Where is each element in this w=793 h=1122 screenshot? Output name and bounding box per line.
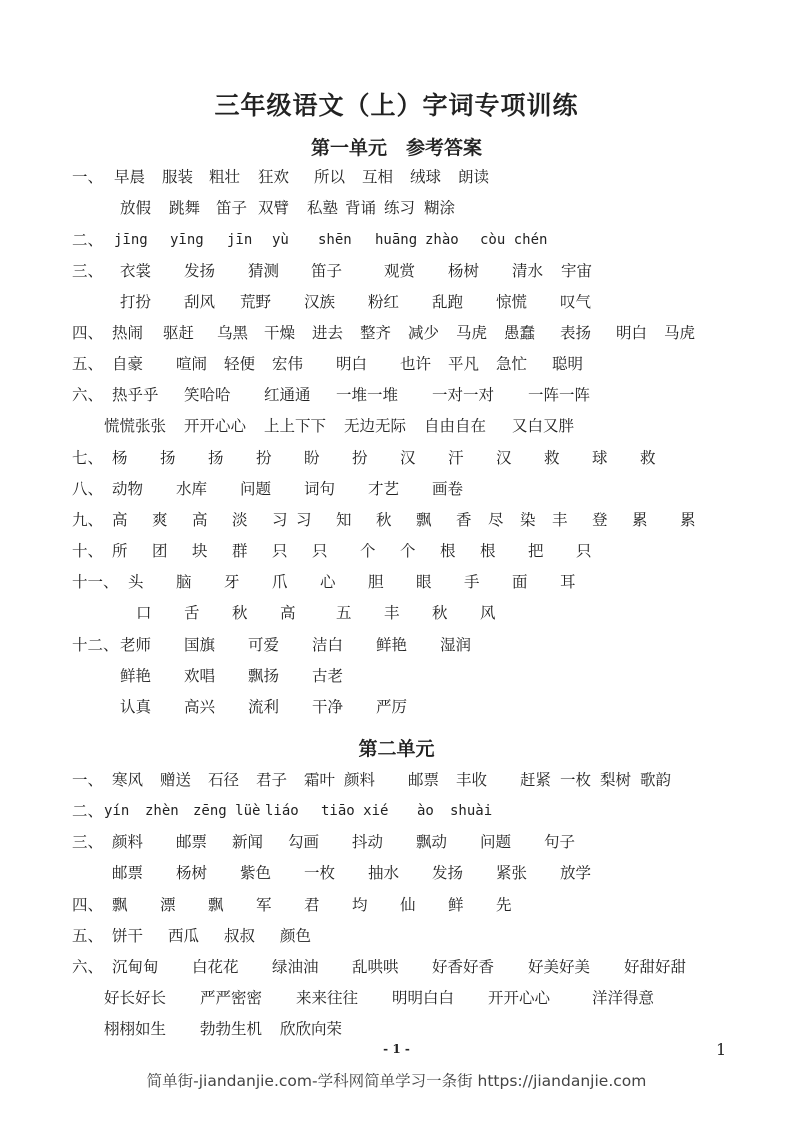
answer-item: 流利 [248, 698, 280, 716]
answer-item: 块 [192, 542, 208, 560]
answer-item: 热乎乎 [112, 386, 159, 404]
answer-item: 好长好长 [104, 989, 167, 1007]
answer-item: 扬 [160, 449, 176, 467]
answer-line [0, 799, 793, 823]
answer-item: 邮票 [112, 864, 144, 882]
answer-item: 个 [360, 542, 376, 560]
answer-item: 习 [272, 511, 288, 529]
answer-item: 干燥 [264, 324, 296, 342]
answer-item: 洋洋得意 [592, 989, 655, 1007]
answer-item: 君 [304, 896, 320, 914]
answer-item: zēng lüè [193, 803, 261, 819]
answer-item: 高兴 [184, 698, 216, 716]
answer-item: 发扬 [432, 864, 464, 882]
answer-line [0, 570, 793, 594]
answer-item: 邮票 [408, 771, 440, 789]
answer-item: 句子 [544, 833, 576, 851]
answer-item: 一枚 [560, 771, 592, 789]
answer-item: 杨树 [448, 262, 480, 280]
answer-item: 歌韵 [640, 771, 672, 789]
answer-item: yīng [170, 232, 204, 248]
answer-item: ào [417, 803, 434, 819]
answer-item: yín [104, 803, 130, 819]
answer-item: 个 [400, 542, 416, 560]
answer-item: 粗壮 [209, 168, 241, 186]
answer-item: 尽 [488, 511, 504, 529]
question-number: 十一、 [72, 573, 119, 591]
answer-line [0, 664, 793, 688]
answer-item: shēn [318, 232, 352, 248]
question-number: 五、 [72, 927, 104, 945]
answer-line [0, 165, 793, 189]
answer-line [0, 446, 793, 470]
answer-line [0, 539, 793, 563]
answer-item: 双臂 [258, 199, 290, 217]
answer-line [0, 893, 793, 917]
answer-item: 扮 [256, 449, 272, 467]
answer-item: 抽水 [368, 864, 400, 882]
answer-item: 自由自在 [424, 417, 487, 435]
answer-item: 表扬 [560, 324, 592, 342]
answer-item: 寒风 [112, 771, 144, 789]
answer-item: 只 [576, 542, 592, 560]
answer-item: 仙 [400, 896, 416, 914]
answer-item: 眼 [416, 573, 432, 591]
answer-line [0, 414, 793, 438]
answer-item: 勾画 [288, 833, 320, 851]
answer-item: 欣欣向荣 [280, 1020, 343, 1038]
answer-item: 猜测 [248, 262, 280, 280]
answer-item: 紫色 [240, 864, 272, 882]
answer-item: 笑哈哈 [184, 386, 231, 404]
answer-item: 认真 [120, 698, 152, 716]
answer-item: 互相 [362, 168, 394, 186]
answer-item: 秋 [376, 511, 392, 529]
answer-item: 无边无际 [344, 417, 407, 435]
answer-item: 乱跑 [432, 293, 464, 311]
question-number: 一、 [72, 771, 104, 789]
answer-item: 乱哄哄 [352, 958, 399, 976]
unit1-heading: 第一单元 参考答案 [310, 137, 482, 159]
answer-item: 画卷 [432, 480, 464, 498]
answer-item: 明白 [616, 324, 648, 342]
answer-item: 口 [136, 604, 152, 622]
answer-item: 赠送 [160, 771, 192, 789]
answer-item: 一枚 [304, 864, 336, 882]
answer-item: 丰 [384, 604, 400, 622]
answer-item: 粉红 [368, 293, 400, 311]
answer-item: 登 [592, 511, 608, 529]
answer-item: 沉甸甸 [112, 958, 159, 976]
answer-line [0, 601, 793, 625]
answer-item: 荒野 [240, 293, 272, 311]
answer-item: 来来往往 [296, 989, 359, 1007]
answer-item: 汗 [448, 449, 464, 467]
answer-line [0, 830, 793, 854]
answer-item: 飘 [416, 511, 432, 529]
answer-item: 风 [480, 604, 496, 622]
answer-item: 愚蠢 [504, 324, 536, 342]
answer-item: 只 [312, 542, 328, 560]
answer-item: 老师 [120, 636, 152, 654]
answer-item: 严厉 [376, 698, 408, 716]
answer-item: 明明白白 [392, 989, 455, 1007]
answer-line [0, 321, 793, 345]
answer-item: 盼 [304, 449, 320, 467]
answer-item: 好甜好甜 [624, 958, 687, 976]
answer-item: 叹气 [560, 293, 592, 311]
answer-item: 鲜艳 [376, 636, 408, 654]
answer-item: 动物 [112, 480, 144, 498]
answer-item: zhèn [145, 803, 179, 819]
answer-item: 邮票 [176, 833, 208, 851]
question-number: 四、 [72, 896, 104, 914]
answer-item: 轻便 [224, 355, 256, 373]
answer-item: 衣裳 [120, 262, 152, 280]
answer-item: 驱赶 [163, 324, 195, 342]
document-title: 三年级语文（上）字词专项训练 [214, 91, 579, 120]
answer-item: 石径 [208, 771, 240, 789]
answer-item: 杨 [112, 449, 128, 467]
answer-item: 面 [512, 573, 528, 591]
answer-line [0, 259, 793, 283]
answer-item: 丰收 [456, 771, 488, 789]
answer-item: 勃勃生机 [200, 1020, 263, 1038]
page-number: - 1 - [383, 1042, 410, 1056]
answer-item: 聪明 [552, 355, 584, 373]
answer-item: 马虎 [664, 324, 696, 342]
answer-item: 颜料 [112, 833, 144, 851]
answer-item: 整齐 [360, 324, 392, 342]
answer-item: 五 [336, 604, 352, 622]
answer-item: 好美好美 [528, 958, 591, 976]
answer-item: huāng [375, 232, 418, 248]
answer-item: 紧张 [496, 864, 528, 882]
answer-item: 问题 [480, 833, 512, 851]
question-number: 三、 [72, 262, 104, 280]
answer-item: 手 [464, 573, 480, 591]
answer-item: 可爱 [248, 636, 280, 654]
answer-item: yù [272, 232, 289, 248]
answer-item: 丰 [552, 511, 568, 529]
answer-item: 放学 [560, 864, 592, 882]
answer-item: 把 [528, 542, 544, 560]
answer-item: 喧闹 [176, 355, 208, 373]
answer-item: 新闻 [232, 833, 264, 851]
answer-item: 开开心心 [488, 989, 551, 1007]
answer-line [0, 228, 793, 252]
answer-item: 观赏 [384, 262, 416, 280]
answer-item: 习 [296, 511, 312, 529]
answer-item: 放假 [120, 199, 152, 217]
question-number: 六、 [72, 958, 104, 976]
answer-item: 所 [112, 542, 128, 560]
answer-item: 霜叶 [304, 771, 336, 789]
answer-item: 扬 [208, 449, 224, 467]
answer-item: 汉 [400, 449, 416, 467]
answer-item: 水库 [176, 480, 208, 498]
answer-item: 国旗 [184, 636, 216, 654]
answer-item: 香 [456, 511, 472, 529]
answer-item: 高 [280, 604, 296, 622]
answer-line [0, 477, 793, 501]
answer-item: 秋 [232, 604, 248, 622]
answer-item: 飘 [112, 896, 128, 914]
answer-item: 清水 [512, 262, 544, 280]
answer-item: 救 [544, 449, 560, 467]
answer-item: 热闹 [112, 324, 144, 342]
answer-line [0, 1017, 793, 1041]
answer-item: 才艺 [368, 480, 400, 498]
answer-item: 汉 [496, 449, 512, 467]
answer-line [0, 290, 793, 314]
answer-item: 练习 [384, 199, 416, 217]
answer-item: 急忙 [496, 355, 528, 373]
answer-item: 上上下下 [264, 417, 327, 435]
answer-item: 西瓜 [168, 927, 200, 945]
answer-item: 汉族 [304, 293, 336, 311]
answer-item: 均 [352, 896, 368, 914]
footer-watermark: 简单街-jiandanjie.com-学科网简单学习一条街 https://jiandanjie.com [146, 1072, 647, 1090]
answer-item: 明白 [336, 355, 368, 373]
answer-item: 自豪 [112, 355, 144, 373]
answer-item: 累 [632, 511, 648, 529]
answer-item: 服装 [162, 168, 194, 186]
answer-item: 心 [320, 573, 336, 591]
question-number: 三、 [72, 833, 104, 851]
answer-item: 绿油油 [272, 958, 319, 976]
question-number: 十二、 [72, 636, 119, 654]
answer-item: tiāo xié [321, 803, 389, 819]
answer-item: 绒球 [410, 168, 442, 186]
answer-item: 洁白 [312, 636, 344, 654]
answer-item: 累 [680, 511, 696, 529]
answer-item: 私塾 [307, 199, 339, 217]
margin-mark: 1 [716, 1040, 727, 1059]
answer-item: 鲜艳 [120, 667, 152, 685]
answer-item: 飘扬 [248, 667, 280, 685]
question-number: 二、 [72, 802, 104, 820]
answer-item: 梨树 [600, 771, 632, 789]
answer-item: 牙 [224, 573, 240, 591]
answer-item: 马虎 [456, 324, 488, 342]
answer-item: 惊慌 [496, 293, 528, 311]
answer-item: 红通通 [264, 386, 311, 404]
answer-item: 军 [256, 896, 272, 914]
answer-item: 饼干 [112, 927, 144, 945]
answer-item: 跳舞 [169, 199, 201, 217]
answer-item: 平凡 [448, 355, 480, 373]
answer-item: 团 [152, 542, 168, 560]
question-number: 四、 [72, 324, 104, 342]
answer-item: 漂 [160, 896, 176, 914]
answer-item: 脑 [176, 573, 192, 591]
answer-item: 鲜 [448, 896, 464, 914]
answer-item: 颜色 [280, 927, 312, 945]
answer-item: 颜料 [344, 771, 376, 789]
answer-item: 根 [440, 542, 456, 560]
question-number: 九、 [72, 511, 104, 529]
answer-line [0, 861, 793, 885]
answer-item: 头 [128, 573, 144, 591]
answer-item: 问题 [240, 480, 272, 498]
answer-item: 宇宙 [561, 262, 593, 280]
answer-line [0, 695, 793, 719]
answer-item: 先 [496, 896, 512, 914]
answer-item: liáo [265, 803, 299, 819]
answer-item: 所以 [314, 168, 346, 186]
question-number: 八、 [72, 480, 104, 498]
answer-line [0, 633, 793, 657]
answer-item: 叔叔 [224, 927, 256, 945]
answer-item: còu chén [480, 232, 548, 248]
answer-item: 舌 [184, 604, 200, 622]
answer-item: 干净 [312, 698, 344, 716]
answer-item: 慌慌张张 [104, 417, 167, 435]
answer-item: 飘动 [416, 833, 448, 851]
answer-item: 好香好香 [432, 958, 495, 976]
answer-item: 飘 [208, 896, 224, 914]
answer-item: 救 [640, 449, 656, 467]
answer-item: jīng [114, 232, 148, 248]
answer-item: 栩栩如生 [104, 1020, 167, 1038]
answer-item: 抖动 [352, 833, 384, 851]
answer-item: 一阵一阵 [528, 386, 591, 404]
answer-item: 群 [232, 542, 248, 560]
answer-item: 秋 [432, 604, 448, 622]
answer-item: 君子 [256, 771, 288, 789]
answer-item: 欢唱 [184, 667, 216, 685]
answer-line [0, 383, 793, 407]
answer-item: 知 [336, 511, 352, 529]
answer-item: 进去 [312, 324, 344, 342]
answer-line [0, 768, 793, 792]
answer-item: 发扬 [184, 262, 216, 280]
answer-item: 笛子 [311, 262, 343, 280]
answer-item: 背诵 [345, 199, 377, 217]
answer-line [0, 955, 793, 979]
answer-item: 笛子 [216, 199, 248, 217]
answer-item: 狂欢 [258, 168, 290, 186]
answer-item: zhào [425, 232, 459, 248]
answer-item: shuài [450, 803, 493, 819]
answer-item: 赶紧 [520, 771, 552, 789]
answer-item: 染 [520, 511, 536, 529]
answer-item: 高 [112, 511, 128, 529]
answer-line [0, 196, 793, 220]
answer-item: 只 [272, 542, 288, 560]
answer-item: 白花花 [192, 958, 239, 976]
answer-item: 乌黑 [217, 324, 249, 342]
answer-item: 早晨 [114, 168, 146, 186]
answer-item: 刮风 [184, 293, 216, 311]
answer-item: 一堆一堆 [336, 386, 399, 404]
answer-item: 爪 [272, 573, 288, 591]
answer-line [0, 508, 793, 532]
answer-item: 词句 [304, 480, 336, 498]
answer-item: jīn [227, 232, 253, 248]
answer-item: 打扮 [120, 293, 152, 311]
answer-item: 扮 [352, 449, 368, 467]
answer-item: 一对一对 [432, 386, 495, 404]
answer-item: 根 [480, 542, 496, 560]
answer-item: 球 [592, 449, 608, 467]
answer-item: 淡 [232, 511, 248, 529]
question-number: 二、 [72, 231, 104, 249]
answer-item: 古老 [312, 667, 344, 685]
answer-item: 爽 [152, 511, 168, 529]
answer-item: 又白又胖 [512, 417, 575, 435]
answer-line [0, 924, 793, 948]
answer-line [0, 986, 793, 1010]
question-number: 一、 [72, 168, 104, 186]
answer-item: 糊涂 [424, 199, 456, 217]
question-number: 十、 [72, 542, 104, 560]
answer-item: 胆 [368, 573, 384, 591]
answer-item: 高 [192, 511, 208, 529]
answer-item: 耳 [560, 573, 576, 591]
answer-item: 严严密密 [200, 989, 263, 1007]
answer-item: 减少 [408, 324, 440, 342]
answer-item: 朗读 [458, 168, 490, 186]
answer-item: 开开心心 [184, 417, 247, 435]
answer-item: 宏伟 [272, 355, 304, 373]
answer-item: 湿润 [440, 636, 472, 654]
question-number: 五、 [72, 355, 104, 373]
answer-line [0, 352, 793, 376]
unit2-heading: 第二单元 [358, 738, 435, 760]
question-number: 七、 [72, 449, 104, 467]
answer-item: 杨树 [176, 864, 208, 882]
answer-item: 也许 [400, 355, 432, 373]
question-number: 六、 [72, 386, 104, 404]
